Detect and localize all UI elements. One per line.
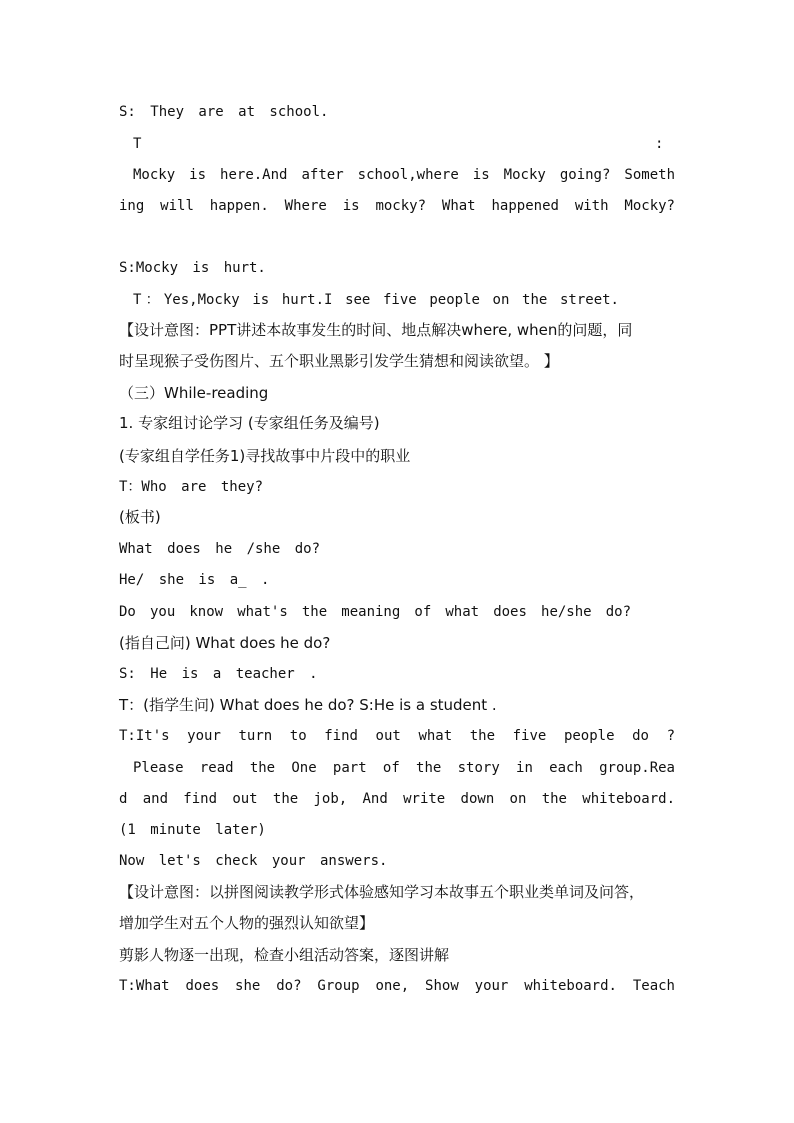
text-line: S: They are at school. (119, 104, 329, 120)
text-line: 【设计意图：PPT讲述本故事发生的时间、地点解决where, when的问题，同 (119, 321, 633, 339)
text-line: (专家组自学任务1)寻找故事中片段中的职业 (119, 447, 411, 465)
text-line: He/ she is a_ . (119, 572, 270, 588)
text-line: （三）While-reading (119, 384, 269, 402)
text-line: (1 minute later) (119, 822, 266, 838)
text-line: 【设计意图：以拼图阅读教学形式体验感知学习本故事五个职业类单词及问答， (119, 883, 645, 901)
text-line: S: He is a teacher . (119, 666, 318, 682)
text-line: Do you know what's the meaning of what does he/she do? (119, 604, 631, 620)
text-line: 剪影人物逐一出现，检查小组活动答案，逐图讲解 (119, 946, 450, 964)
text-line: T:What does she do? Group one, Show your whiteboard. Teach (119, 978, 675, 994)
text-line: : (655, 136, 664, 152)
text-line: Mocky is here.And after school,where is Mocky going? Someth (133, 167, 675, 183)
text-line: T:It's your turn to find out what the five people do ? (119, 728, 675, 744)
text-line: What does he /she do? (119, 541, 321, 557)
text-line: (板书) (119, 508, 161, 526)
text-line: Please read the One part of the story in each group.Rea (133, 760, 675, 776)
text-line: 时呈现猴子受伤图片、五个职业黑影引发学生猜想和阅读欲望。 】 (119, 352, 559, 370)
text-line: 1. 专家组讨论学习 (专家组任务及编号) (119, 414, 380, 432)
text-line: T：Who are they? (119, 479, 264, 495)
text-line: 增加学生对五个人物的强烈认知欲望】 (119, 914, 375, 932)
text-line: ing will happen. Where is mocky? What happened with Mocky? (119, 198, 675, 214)
text-line: Now let's check your answers. (119, 853, 388, 869)
text-line: S:Mocky is hurt. (119, 260, 266, 276)
text-line: T：Yes,Mocky is hurt.I see five people on the street. (133, 292, 619, 308)
text-line: (指自己问) What does he do? (119, 634, 331, 652)
text-line: d and find out the job, And write down on the whiteboard. (119, 791, 675, 807)
text-line: T (133, 136, 142, 152)
text-line: T：(指学生问) What does he do? S:He is a student . (119, 696, 497, 714)
